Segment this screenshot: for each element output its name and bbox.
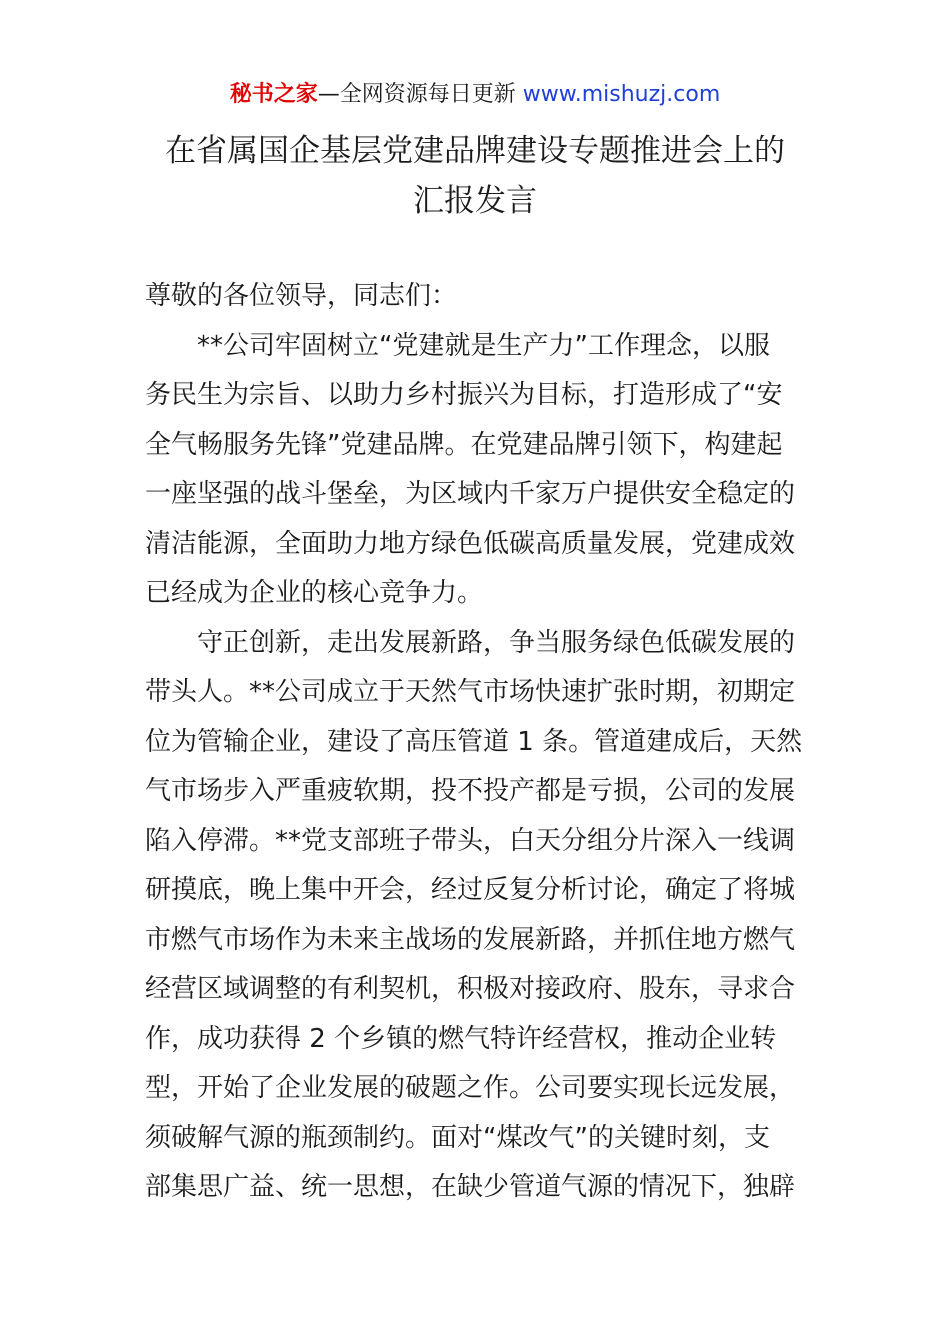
document-body [145, 272, 807, 1213]
paragraph-2 [145, 619, 807, 1213]
paragraph-line: 研摸底，晚上集中开会，经过反复分析讨论，确定了将城 [145, 875, 796, 905]
paragraph-line: 务民生为宗旨、以助力乡村振兴为目标，打造形成了“安 [145, 380, 783, 410]
paragraph-line: 气市场步入严重疲软期，投不投产都是亏损，公司的发展 [145, 776, 796, 806]
paragraph-line: 位为管输企业，建设了高压管道 1 条。管道建成后，天然 [145, 726, 803, 757]
paragraph-line: 部集思广益、统一思想，在缺少管道气源的情况下，独辟 [145, 1172, 796, 1202]
paragraph-line: 型，开始了企业发展的破题之作。公司要实现长远发展， [145, 1073, 796, 1103]
paragraph-line: 陷入停滞。**党支部班子带头，白天分组分片深入一线调 [145, 825, 796, 856]
site-tagline: —全网资源每日更新 [317, 82, 523, 107]
paragraph-line: **公司牢固树立“党建就是生产力”工作理念，以服 [197, 330, 770, 361]
paragraph-line: 守正创新，走出发展新路，争当服务绿色低碳发展的 [197, 627, 796, 658]
brand-name: 秘书之家 [229, 82, 318, 107]
paragraph-line: 作，成功获得 2 个乡镇的燃气特许经营权，推动企业转 [145, 1023, 777, 1054]
paragraph-line: 带头人。**公司成立于天然气市场快速扩张时期，初期定 [145, 677, 796, 707]
title-line: 在省属国企基层党建品牌建设专题推进会上的 [165, 133, 785, 169]
salutation: 尊敬的各位领导，同志们： [145, 281, 458, 311]
paragraph-line: 全气畅服务先锋”党建品牌。在党建品牌引领下，构建起 [145, 429, 783, 460]
site-url-link[interactable]: www.mishuzj.com [522, 82, 721, 107]
site-header [0, 80, 950, 110]
title-line: 汇报发言 [413, 183, 537, 219]
paragraph-line: 一座坚强的战斗堡垒，为区域内千家万户提供安全稳定的 [145, 479, 796, 509]
document-title [0, 126, 950, 226]
paragraph-line: 市燃气市场作为未来主战场的发展新路，并抓住地方燃气 [145, 924, 796, 955]
paragraph-line: 清洁能源，全面助力地方绿色低碳高质量发展，党建成效 [145, 528, 796, 559]
paragraph-1 [145, 322, 807, 619]
paragraph-line: 经营区域调整的有利契机，积极对接政府、股东，寻求合 [145, 974, 796, 1004]
paragraph-line: 已经成为企业的核心竞争力。 [145, 578, 484, 608]
paragraph-line: 须破解气源的瓶颈制约。面对“煤改气”的关键时刻，支 [145, 1122, 770, 1153]
